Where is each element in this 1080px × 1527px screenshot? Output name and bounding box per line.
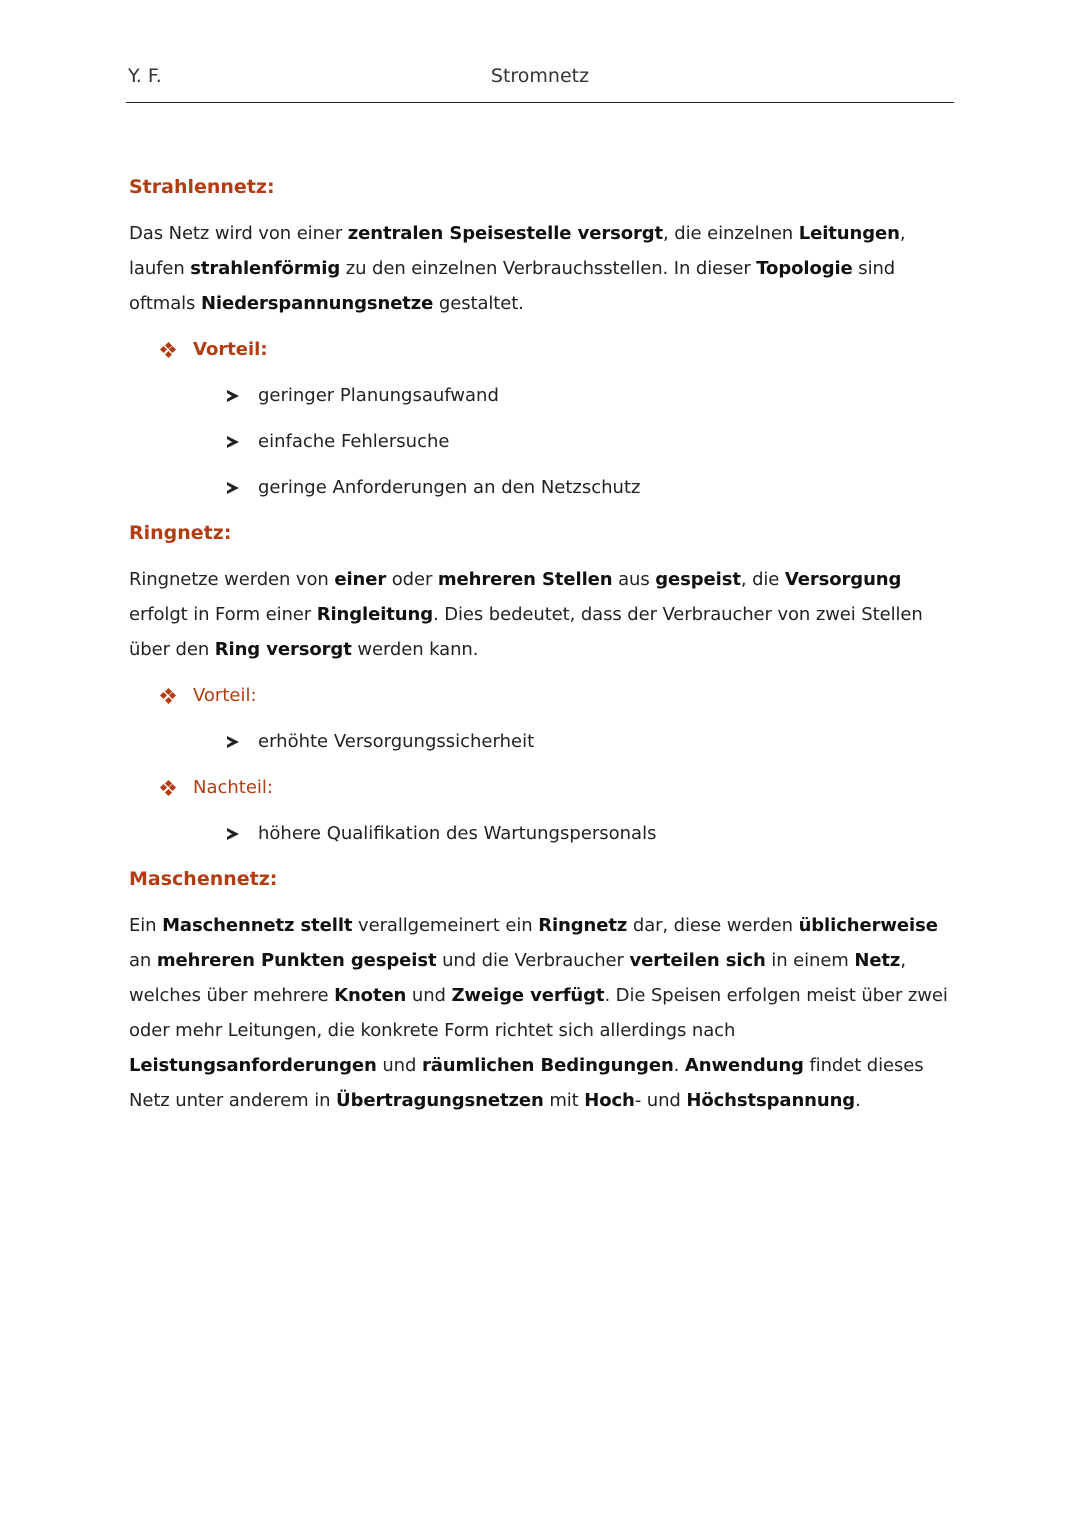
list-item	[227, 724, 959, 759]
bold-text: mehreren Stellen	[437, 569, 613, 590]
bold-text: Zweige verfügt	[451, 985, 605, 1006]
text-run: .	[673, 1055, 685, 1076]
text-run: Das Netz wird von einer	[129, 223, 348, 244]
text-run: oder	[386, 569, 438, 590]
section-paragraph	[129, 908, 959, 1118]
bold-text: Versorgung	[784, 569, 902, 590]
list-item-text: geringer Planungsaufwand	[258, 385, 499, 406]
bold-text: räumlichen Bedingungen	[421, 1055, 674, 1076]
section-paragraph	[129, 216, 959, 321]
bold-text: Leitungen	[798, 223, 900, 244]
bold-text: Übertragungsnetzen	[336, 1090, 544, 1111]
bold-text: Höchstspannung	[686, 1090, 856, 1111]
list-item-text: geringe Anforderungen an den Netzschutz	[258, 477, 641, 498]
text-run: mit	[543, 1090, 585, 1111]
bold-text: Netz	[854, 950, 901, 971]
text-run: . Dies bedeutet, dass der Verbraucher von zwei Stellen über den	[129, 604, 923, 660]
bold-text: Ringleitung	[316, 604, 434, 625]
text-run: in einem	[765, 950, 855, 971]
bold-text: Hoch	[584, 1090, 635, 1111]
section-paragraph	[129, 562, 959, 667]
diamond-bullet-icon	[161, 343, 175, 357]
list-item-text: erhöhte Versorgungssicherheit	[258, 731, 535, 752]
text-run: .	[855, 1090, 861, 1111]
bold-text: Ringnetz	[538, 915, 628, 936]
text-run: werden kann.	[351, 639, 479, 660]
list-item	[227, 424, 959, 459]
text-run: und	[406, 985, 452, 1006]
text-run: , laufen	[129, 223, 906, 279]
document-body	[129, 170, 959, 1118]
bold-text: Ring versorgt	[214, 639, 352, 660]
list-item-text: einfache Fehlersuche	[258, 431, 450, 452]
bold-text: üblicherweise	[798, 915, 938, 936]
section-heading: Strahlennetz:	[129, 176, 275, 198]
bold-text: verteilen sich	[629, 950, 766, 971]
bold-text: Topologie	[756, 258, 853, 279]
section-heading: Ringnetz:	[129, 522, 232, 544]
bold-text: zentralen Speisestelle versorgt	[347, 223, 664, 244]
text-run: , die einzelnen	[663, 223, 799, 244]
arrow-bullet-icon	[227, 482, 239, 494]
page-header	[126, 62, 954, 103]
bold-text: gespeist	[655, 569, 741, 590]
text-run: zu den einzelnen Verbrauchsstellen. In dieser	[340, 258, 757, 279]
header-title: Stromnetz	[490, 65, 590, 87]
bullet-group-label-text: Vorteil:	[193, 685, 257, 706]
list-item-text: höhere Qualifikation des Wartungspersonals	[258, 823, 657, 844]
header-author: Y. F.	[128, 65, 162, 87]
bold-text: strahlenförmig	[190, 258, 341, 279]
arrow-bullet-icon	[227, 390, 239, 402]
bold-text: Maschennetz stellt	[162, 915, 353, 936]
text-run: Ein	[129, 915, 163, 936]
text-run: dar, diese werden	[627, 915, 799, 936]
bullet-group-label-text: Vorteil:	[193, 339, 268, 360]
bullet-group-label	[161, 678, 959, 713]
bullet-group-label-text: Nachteil:	[193, 777, 273, 798]
text-run: . Die Speisen erfolgen meist über zwei oder mehr Leitungen, die konkrete Form richtet sich allerdings nach	[129, 985, 948, 1041]
text-run: aus	[612, 569, 656, 590]
bullet-group-label	[161, 332, 959, 367]
list-item	[227, 378, 959, 413]
section-heading: Maschennetz:	[129, 868, 278, 890]
bold-text: Knoten	[334, 985, 407, 1006]
bold-text: Leistungsanforderungen	[129, 1055, 377, 1076]
diamond-bullet-icon	[161, 781, 175, 795]
text-run: gestaltet.	[433, 293, 524, 314]
diamond-bullet-icon	[161, 689, 175, 703]
bold-text: einer	[334, 569, 387, 590]
text-run: verallgemeinert ein	[352, 915, 539, 936]
arrow-bullet-icon	[227, 436, 239, 448]
text-run: - und	[634, 1090, 687, 1111]
list-item	[227, 816, 959, 851]
bold-text: mehreren Punkten gespeist	[156, 950, 437, 971]
bold-text: Anwendung	[684, 1055, 804, 1076]
text-run: Ringnetze werden von	[129, 569, 335, 590]
text-run: findet dieses Netz unter anderem in	[129, 1055, 924, 1111]
arrow-bullet-icon	[227, 736, 239, 748]
bold-text: Niederspannungsnetze	[200, 293, 434, 314]
bullet-group-label	[161, 770, 959, 805]
text-run: und die Verbraucher	[436, 950, 630, 971]
list-item	[227, 470, 959, 505]
text-run: an	[129, 950, 157, 971]
arrow-bullet-icon	[227, 828, 239, 840]
text-run: , die	[740, 569, 785, 590]
text-run: , welches über mehrere	[129, 950, 906, 1006]
text-run: erfolgt in Form einer	[129, 604, 317, 625]
text-run: sind oftmals	[129, 258, 896, 314]
text-run: und	[376, 1055, 422, 1076]
